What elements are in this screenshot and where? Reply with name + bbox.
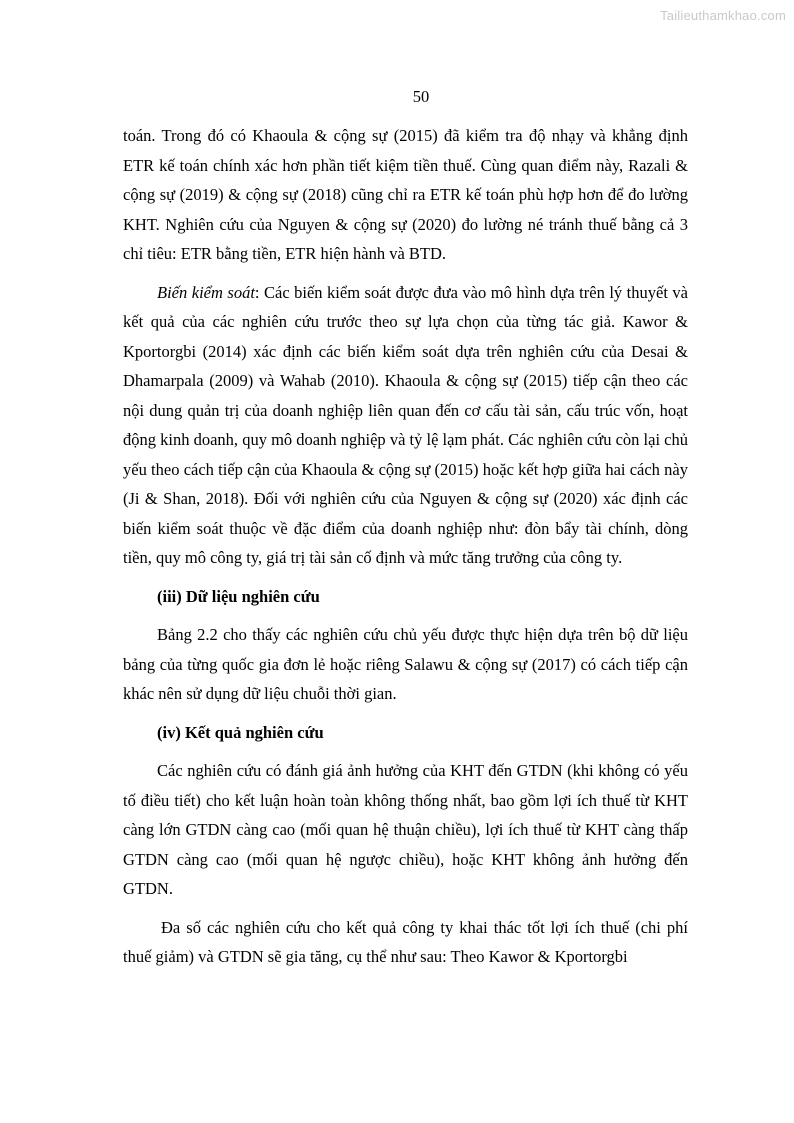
paragraph-data: Bảng 2.2 cho thấy các nghiên cứu chủ yếu được thực hiện dựa trên bộ dữ liệu bảng của từng quốc gia đơn lẻ hoặc riêng Salawu & cộng sự (2017) có cách tiếp cận khác nên sử dụng dữ liệu chuỗi thời gian. bbox=[123, 625, 688, 703]
paragraph-majority: Đa số các nghiên cứu cho kết quả công ty khai thác tốt lợi ích thuế (chi phí thuế giảm) và GTDN sẽ gia tăng, cụ thể như sau: Theo Kawor & Kportorgbi bbox=[123, 917, 688, 966]
control-variables-label: Biến kiểm soát bbox=[157, 282, 255, 302]
page-number: 50 bbox=[412, 87, 430, 106]
paragraph-control-variables bbox=[123, 278, 688, 573]
paragraph-results: Các nghiên cứu có đánh giá ảnh hưởng của KHT đến GTDN (khi không có yếu tố điều tiết) cho kết luận hoàn toàn không thống nhất, bao gồm lợi ích thuế từ KHT càng lớn GTDN càng cao (mối quan hệ thuận chiều), lợi ích thuế từ KHT càng thấp GTDN càng cao (mối quan hệ ngược chiều), hoặc KHT không ảnh hưởng đến GTDN. bbox=[123, 761, 688, 898]
watermark: Tailieuthamkhao.com bbox=[660, 8, 786, 23]
section-heading-data: (iii) Dữ liệu nghiên cứu bbox=[157, 586, 320, 606]
control-variables-text: : Các biến kiểm soát được đưa vào mô hình dựa trên lý thuyết và kết quả của các nghiên cứu trước theo sự lựa chọn của từng tác giả. Kawor & Kportorgbi (2014) xác định các biến kiểm soát dựa trên nghiên cứu của Desai & Dhamarpala (2009) và Wahab (2010). Khaoula & cộng sự (2015) tiếp cận theo các nội dung quản trị của doanh nghiệp liên quan đến cơ cấu tài sản, cấu trúc vốn, hoạt động kinh doanh, quy mô doanh nghiệp và tỷ lệ lạm phát. Các nghiên cứu còn lại chủ yếu theo cách tiếp cận của Khaoula & cộng sự (2015) hoặc kết hợp giữa hai cách này (Ji & Shan, 2018). Đối với nghiên cứu của Nguyen & cộng sự (2020) xác định các biến kiểm soát thuộc về đặc điểm của doanh nghiệp như: đòn bẩy tài chính, dòng tiền, quy mô công ty, giá trị tài sản cố định và mức tăng trưởng của công ty. bbox=[123, 282, 688, 567]
paragraph-continuation: toán. Trong đó có Khaoula & cộng sự (2015) đã kiểm tra độ nhạy và khẳng định ETR kế toán chính xác hơn phần tiết kiệm tiền thuế. Cùng quan điểm này, Razali & cộng sự (2019) & cộng sự (2018) cũng chỉ ra ETR kế toán phù hợp hơn để đo lường KHT. Nghiên cứu của Nguyen & cộng sự (2020) đo lường né tránh thuế bằng cả 3 chỉ tiêu: ETR bằng tiền, ETR hiện hành và BTD. bbox=[123, 126, 688, 263]
document-body bbox=[123, 121, 688, 981]
section-heading-results: (iv) Kết quả nghiên cứu bbox=[157, 722, 324, 742]
